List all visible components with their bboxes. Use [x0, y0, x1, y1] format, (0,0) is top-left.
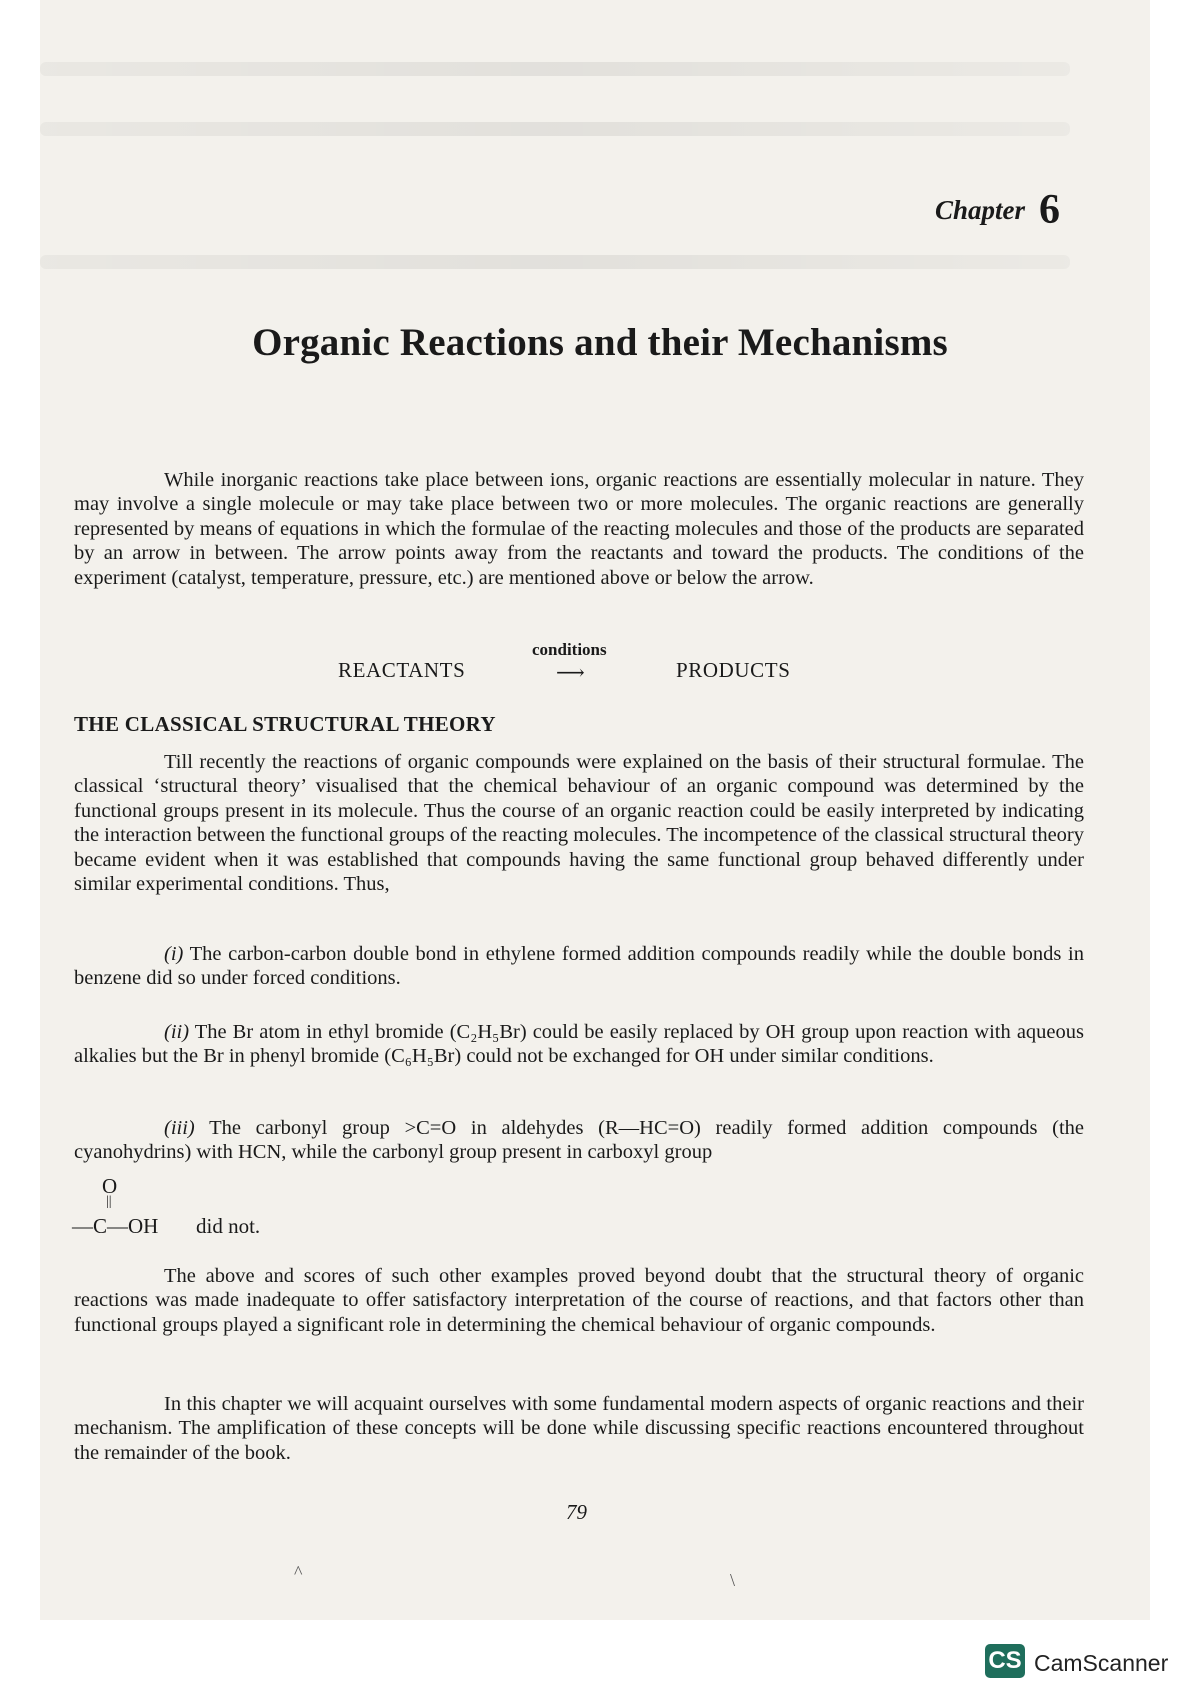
carboxyl-double-bond: ||: [106, 1194, 112, 1209]
item-ii: [74, 1020, 1084, 1069]
bleed-through-line: [40, 122, 1070, 136]
camscanner-watermark: CamScanner: [1034, 1650, 1169, 1676]
carboxyl-oxygen: O: [102, 1174, 118, 1198]
bleed-through-line: [40, 255, 1070, 269]
scan-mark-icon: \: [730, 1570, 736, 1590]
equation-products: PRODUCTS: [676, 658, 791, 682]
scan-mark-icon: ^: [294, 1562, 303, 1582]
equation-conditions: conditions: [532, 640, 607, 659]
intro-paragraph: [74, 468, 1084, 590]
section-paragraph: [74, 750, 1084, 896]
item-text: The Br atom in ethyl bromide (C₂H₅Br) could be easily replaced by OH group upon reaction with aqueous alkalies but the Br in phenyl bromide (C₆H₅Br) could not be exchanged for OH under similar conditions.: [74, 1021, 1084, 1068]
intro-text: While inorganic reactions take place between ions, organic reactions are essentially molecular in nature. They may involve a single molecule or may take place between two or more molecules. The organic reactions are generally represented by means of equations in which the formulae of the reacting molecules and those of the products are separated by an arrow in between. The arrow points away from the reactants and toward the products. The conditions of the experiment (catalyst, temperature, pressure, etc.) are mentioned above or below the arrow.: [74, 469, 1084, 589]
scores-paragraph: [74, 1264, 1084, 1337]
item-number: (ii): [164, 1021, 190, 1043]
carboxyl-structure: [72, 1174, 472, 1254]
bleed-through-line: [40, 62, 1070, 76]
carboxyl-suffix: did not.: [196, 1214, 261, 1238]
chapter-intro-text: In this chapter we will acquaint ourselves with some fundamental modern aspects of organic reactions and their mechanism. The amplification of these concepts will be done while discussing specific reactions encountered throughout the remainder of the book.: [74, 1393, 1084, 1464]
item-number: (i): [164, 943, 184, 965]
item-iii: [74, 1116, 1084, 1165]
chapter-label: [935, 186, 1060, 234]
scores-text: The above and scores of such other examples proved beyond doubt that the structural theory of organic reactions was made inadequate to offer satisfactory interpretation of the course of reactions, and that factors other than functional groups played a significant role in determining the chemical behaviour of organic compounds.: [74, 1265, 1084, 1336]
item-text: The carbon-carbon double bond in ethylene formed addition compounds readily while the double bonds in benzene did so under forced conditions.: [74, 943, 1084, 990]
carboxyl-group: —C—OH: [72, 1214, 159, 1238]
camscanner-logo-icon: CS: [985, 1644, 1025, 1678]
section-text: Till recently the reactions of organic compounds were explained on the basis of their structural formulae. The classical ‘structural theory’ visualised that the chemical behaviour of an organic compound was determined by the functional groups present in its molecule. Thus the course of an organic reaction could be easily interpreted by indicating the interaction between the functional groups of the reacting molecules. The incompetence of the classical structural theory became evident when it was established that compounds having the same functional group behaved differently under similar experimental conditions. Thus,: [74, 751, 1085, 896]
chapter-number: 6: [1039, 187, 1060, 233]
chapter-word: Chapter: [934, 195, 1025, 225]
page-title: Organic Reactions and their Mechanisms: [252, 321, 948, 364]
chapter-intro-paragraph: [74, 1392, 1084, 1465]
item-number: (iii): [164, 1117, 195, 1139]
reaction-equation: [0, 640, 1200, 700]
equation-reactants: REACTANTS: [338, 658, 466, 682]
item-text: The carbonyl group >C=O in aldehydes (R—HC=O) readily formed addition compounds (the cyanohydrins) with HCN, while the carbonyl group present in carboxyl group: [74, 1117, 1084, 1164]
section-heading: THE CLASSICAL STRUCTURAL THEORY: [74, 712, 496, 736]
page-number: 79: [566, 1500, 587, 1524]
item-i: [74, 942, 1084, 991]
equation-arrow-icon: ⟶: [556, 662, 585, 684]
